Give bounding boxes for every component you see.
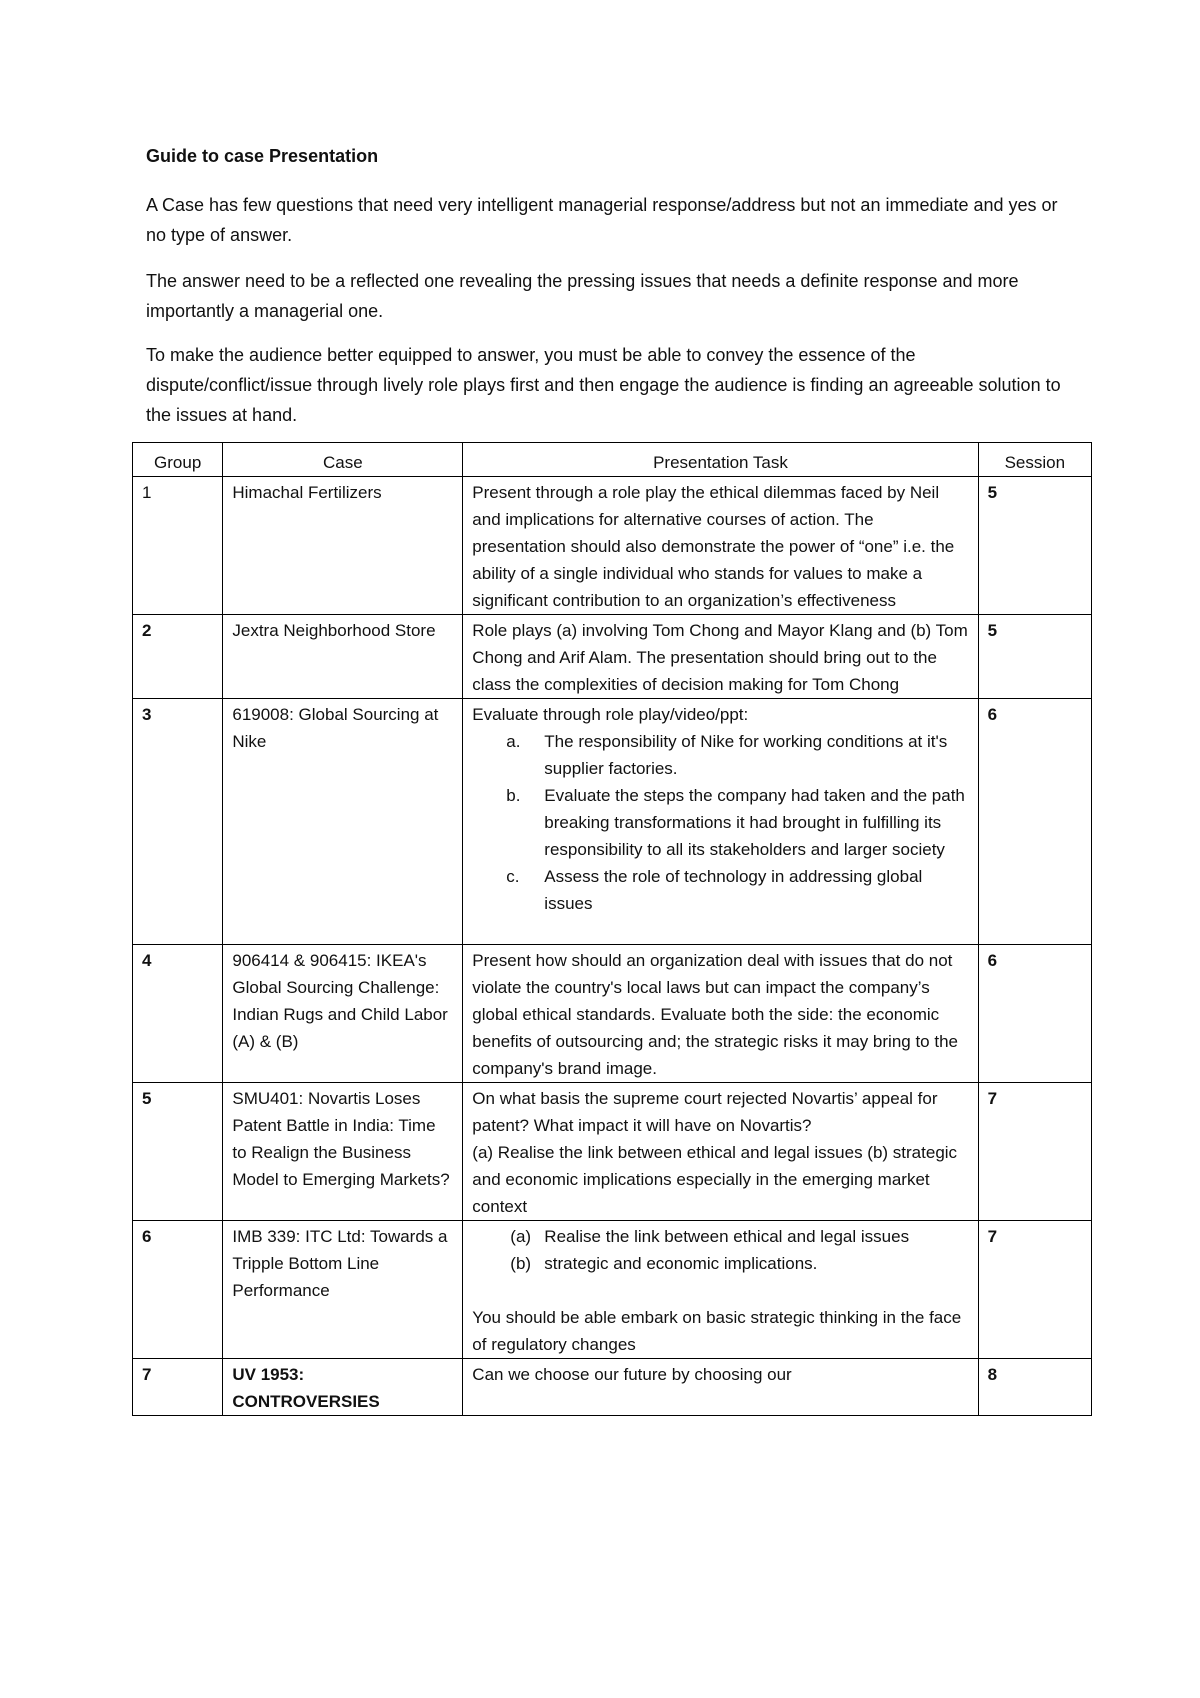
table-row bbox=[133, 699, 1092, 945]
task-extra: (a) Realise the link between ethical and legal issues (b) strategic and economic implications especially in the emerging market context bbox=[472, 1143, 958, 1216]
intro-paragraph-1: A Case has few questions that need very intelligent managerial response/address but not an immediate and yes or no type of answer. bbox=[146, 195, 1058, 245]
group-number: 1 bbox=[133, 477, 223, 615]
list-item-text: The responsibility of Nike for working conditions at it's supplier factories. bbox=[544, 732, 948, 778]
list-item bbox=[472, 782, 968, 863]
list-item bbox=[472, 1250, 968, 1277]
session-number: 5 bbox=[978, 477, 1091, 615]
task-after: You should be able embark on basic strategic thinking in the face of regulatory changes bbox=[472, 1308, 962, 1354]
session-number: 5 bbox=[978, 615, 1091, 699]
list-item-text: Evaluate the steps the company had taken and the path breaking transformations it had brought in fulfilling its responsibility to all its stakeholders and larger society bbox=[544, 786, 965, 859]
intro-paragraph-2: The answer need to be a reflected one revealing the pressing issues that needs a definite response and more importantly a managerial one. bbox=[146, 271, 1019, 321]
group-number: 5 bbox=[133, 1083, 223, 1221]
list-marker: b. bbox=[506, 786, 521, 805]
header-group: Group bbox=[133, 443, 223, 477]
document-title: Guide to case Presentation bbox=[146, 146, 379, 166]
case-name: Jextra Neighborhood Store bbox=[223, 615, 463, 699]
group-number: 6 bbox=[133, 1221, 223, 1359]
group-number: 4 bbox=[133, 945, 223, 1083]
list-item bbox=[472, 1223, 968, 1250]
table-header-row bbox=[133, 443, 1092, 477]
group-number: 3 bbox=[133, 699, 223, 945]
list-marker: (b) bbox=[510, 1254, 532, 1273]
case-name: SMU401: Novartis Loses Patent Battle in India: Time to Realign the Business Model to Emerging Markets? bbox=[223, 1083, 463, 1221]
presentation-task bbox=[463, 1221, 978, 1359]
list-item-text: strategic and economic implications. bbox=[544, 1254, 818, 1273]
group-number: 7 bbox=[133, 1359, 223, 1416]
list-item-text: Realise the link between ethical and legal issues bbox=[544, 1227, 910, 1246]
session-number: 7 bbox=[978, 1083, 1091, 1221]
case-presentation-table bbox=[132, 442, 1092, 1416]
list-marker: c. bbox=[506, 867, 520, 886]
table-row bbox=[133, 477, 1092, 615]
list-item bbox=[472, 728, 968, 782]
task-list bbox=[472, 1223, 968, 1277]
session-number: 7 bbox=[978, 1221, 1091, 1359]
table-row bbox=[133, 1083, 1092, 1221]
table-row bbox=[133, 615, 1092, 699]
case-name: 906414 & 906415: IKEA's Global Sourcing Challenge: Indian Rugs and Child Labor (A) & (B) bbox=[223, 945, 463, 1083]
table-row bbox=[133, 1359, 1092, 1416]
header-case: Case bbox=[223, 443, 463, 477]
task-question: On what basis the supreme court rejected Novartis’ appeal for patent? What impact it will have on Novartis? bbox=[472, 1089, 938, 1135]
list-item-text: Assess the role of technology in addressing global issues bbox=[544, 867, 923, 913]
list-marker: a. bbox=[506, 732, 521, 751]
case-name: 619008: Global Sourcing at Nike bbox=[223, 699, 463, 945]
session-number: 8 bbox=[978, 1359, 1091, 1416]
presentation-task bbox=[463, 699, 978, 945]
table-row bbox=[133, 945, 1092, 1083]
session-number: 6 bbox=[978, 699, 1091, 945]
intro-paragraph-3: To make the audience better equipped to answer, you must be able to convey the essence of the dispute/conflict/issue through lively role plays first and then engage the audience is finding an agreeable solution to the issues at hand. bbox=[146, 345, 1061, 425]
presentation-task bbox=[463, 1083, 978, 1221]
case-name: IMB 339: ITC Ltd: Towards a Tripple Bottom Line Performance bbox=[223, 1221, 463, 1359]
list-item bbox=[472, 863, 968, 917]
header-task: Presentation Task bbox=[463, 443, 978, 477]
header-session: Session bbox=[978, 443, 1091, 477]
presentation-task: Role plays (a) involving Tom Chong and Mayor Klang and (b) Tom Chong and Arif Alam. The presentation should bring out to the class the complexities of decision making for Tom Chong bbox=[463, 615, 978, 699]
session-number: 6 bbox=[978, 945, 1091, 1083]
presentation-task: Present how should an organization deal with issues that do not violate the country's local laws but can impact the company’s global ethical standards. Evaluate both the side: the economic benefits of outsourcing and; the strategic risks it may bring to the company's brand image. bbox=[463, 945, 978, 1083]
task-intro: Evaluate through role play/video/ppt: bbox=[472, 705, 749, 724]
case-name: Himachal Fertilizers bbox=[223, 477, 463, 615]
presentation-task: Present through a role play the ethical dilemmas faced by Neil and implications for alternative courses of action. The presentation should also demonstrate the power of “one” i.e. the ability of a single individual who stands for values to make a significant contribution to an organization’s effectiveness bbox=[463, 477, 978, 615]
case-name: UV 1953: CONTROVERSIES bbox=[223, 1359, 463, 1416]
list-marker: (a) bbox=[510, 1227, 532, 1246]
task-list bbox=[472, 728, 968, 917]
group-number: 2 bbox=[133, 615, 223, 699]
presentation-task: Can we choose our future by choosing our bbox=[463, 1359, 978, 1416]
table-row bbox=[133, 1221, 1092, 1359]
